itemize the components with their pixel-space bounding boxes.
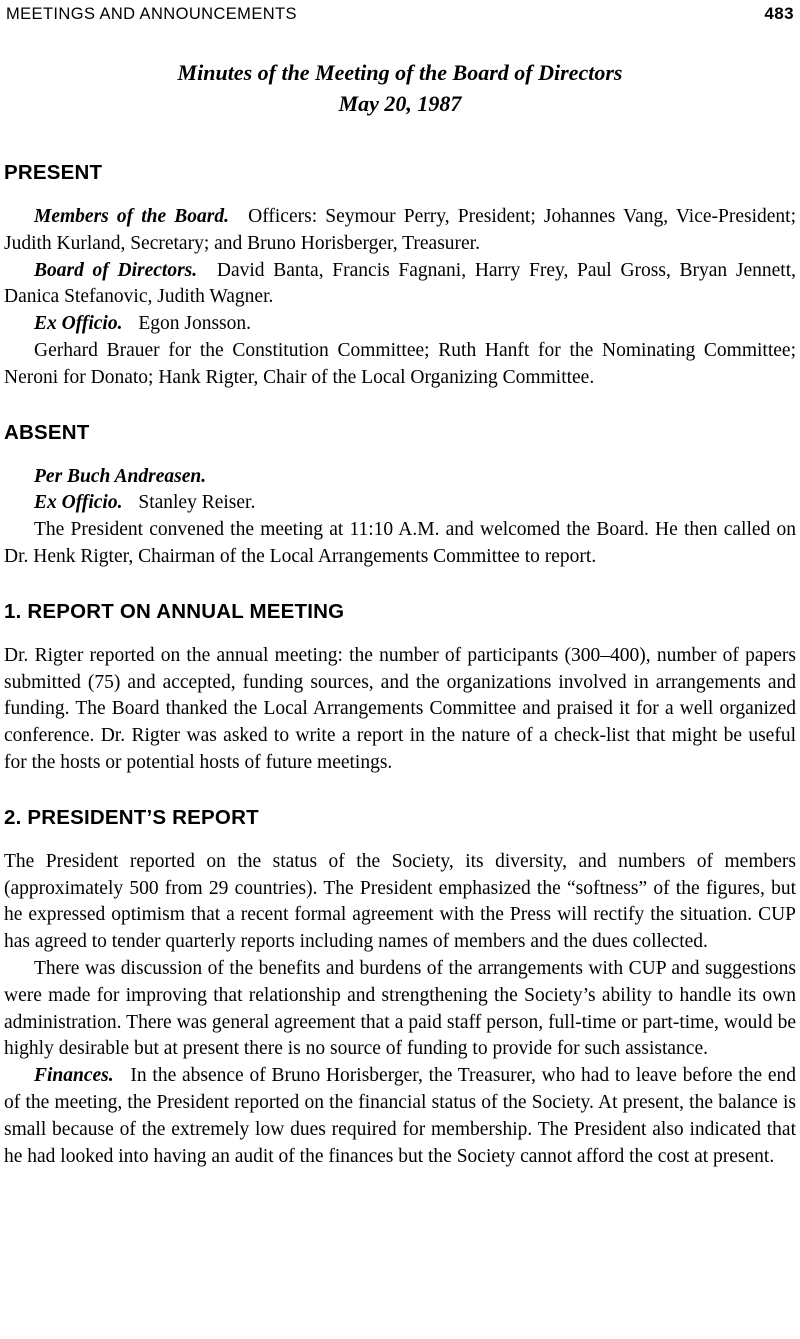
paragraph-lead-ex-officio-present: Ex Officio. (34, 313, 123, 335)
paragraph-lead-directors: Board of Directors. (34, 259, 198, 281)
paragraph-lead-ex-officio-absent: Ex Officio. (34, 492, 123, 514)
document-title (4, 57, 796, 119)
paragraph-text-ex-officio-present: Egon Jonsson. (138, 313, 252, 335)
paragraph-finances (4, 1063, 796, 1170)
paragraph-text-convened: The President convened the meeting at 11:10 A.M. and welcomed the Board. He then called on Dr. Henk Rigter, Chairman of the Local Arrangements Committee to report. (4, 519, 796, 567)
section-heading-presidents-report: 2. PRESIDENT’S REPORT (4, 805, 259, 829)
section-heading-present: PRESENT (4, 161, 103, 184)
paragraph-annual-meeting (4, 643, 796, 777)
section-heading-absent: ABSENT (4, 420, 90, 444)
paragraph-lead-finances: Finances. (34, 1065, 114, 1087)
paragraph-convened (4, 517, 796, 571)
paragraph-text-ex-officio-absent: Stanley Reiser. (138, 492, 256, 514)
paragraph-lead-andreasen: Per Buch Andreasen. (34, 465, 207, 487)
paragraph-text-annual-meeting: Dr. Rigter reported on the annual meeting: the number of participants (300–400), number of papers submitted (75) and accepted, funding sources, and the organizations involved in arrangements and funding. The Board thanked the Local Arrangements Committee and praised it for a well organized conference. Dr. Rigter was asked to write a report in the nature of a check-list that might be useful for the hosts or potential hosts of future meetings. (4, 644, 796, 773)
paragraph-committees (4, 338, 796, 392)
section-heading-annual-meeting: 1. REPORT ON ANNUAL MEETING (4, 599, 345, 623)
paragraph-text-finances: In the absence of Bruno Horisberger, the Treasurer, who had to leave before the end of the meeting, the President reported on the financial status of the Society. At present, the balance is small because of the extremely low dues required for membership. The President also indicated that he had looked into having an audit of the finances but the Society cannot afford the cost at present. (4, 1065, 797, 1167)
paragraph-text-presidents-report-2: There was discussion of the benefits and burdens of the arrangements with CUP and suggestions were made for improving that relationship and strengthening the Society’s ability to handle its own administration. There was general agreement that a paid staff person, full-time or part-time, would be highly desirable but at present there is no source of funding to provide for such assistance. (4, 957, 796, 1060)
page-number: 483 (764, 4, 794, 23)
document-title-line2: May 20, 1987 (338, 91, 462, 116)
running-head (4, 4, 796, 24)
paragraph-ex-officio-present (4, 311, 796, 338)
paragraph-text-presidents-report-1: The President reported on the status of the Society, its diversity, and numbers of members (approximately 500 from 29 countries). The President emphasized the “softness” of the figures, but he expressed optimism that a recent formal agreement with the Press will rectify the situation. CUP has agreed to tender quarterly reports including names of members and the dues collected. (4, 850, 796, 953)
paragraph-presidents-report-1 (4, 849, 796, 956)
running-head-title: MEETINGS AND ANNOUNCEMENTS (6, 5, 297, 23)
paragraph-board-of-directors (4, 258, 796, 312)
paragraph-text-directors: David Banta, Francis Fagnani, Harry Frey, Paul Gross, Bryan Jennett, Danica Stefanovic, Judith Wagner. (4, 259, 796, 308)
document-title-line1: Minutes of the Meeting of the Board of Directors (177, 60, 623, 85)
paragraph-ex-officio-absent (4, 490, 796, 517)
paragraph-text-committees: Gerhard Brauer for the Constitution Committee; Ruth Hanft for the Nominating Committee; Neroni for Donato; Hank Rigter, Chair of the Local Organizing Committee. (4, 339, 796, 388)
paragraph-text-members: Officers: Seymour Perry, President; Johannes Vang, Vice-President; Judith Kurland, Secretary; and Bruno Horisberger, Treasurer. (4, 206, 797, 254)
paragraph-lead-members: Members of the Board. (34, 206, 230, 227)
paragraph-presidents-report-2 (4, 956, 796, 1063)
paragraph-andreasen (4, 464, 796, 491)
paragraph-members-of-board (4, 204, 796, 258)
